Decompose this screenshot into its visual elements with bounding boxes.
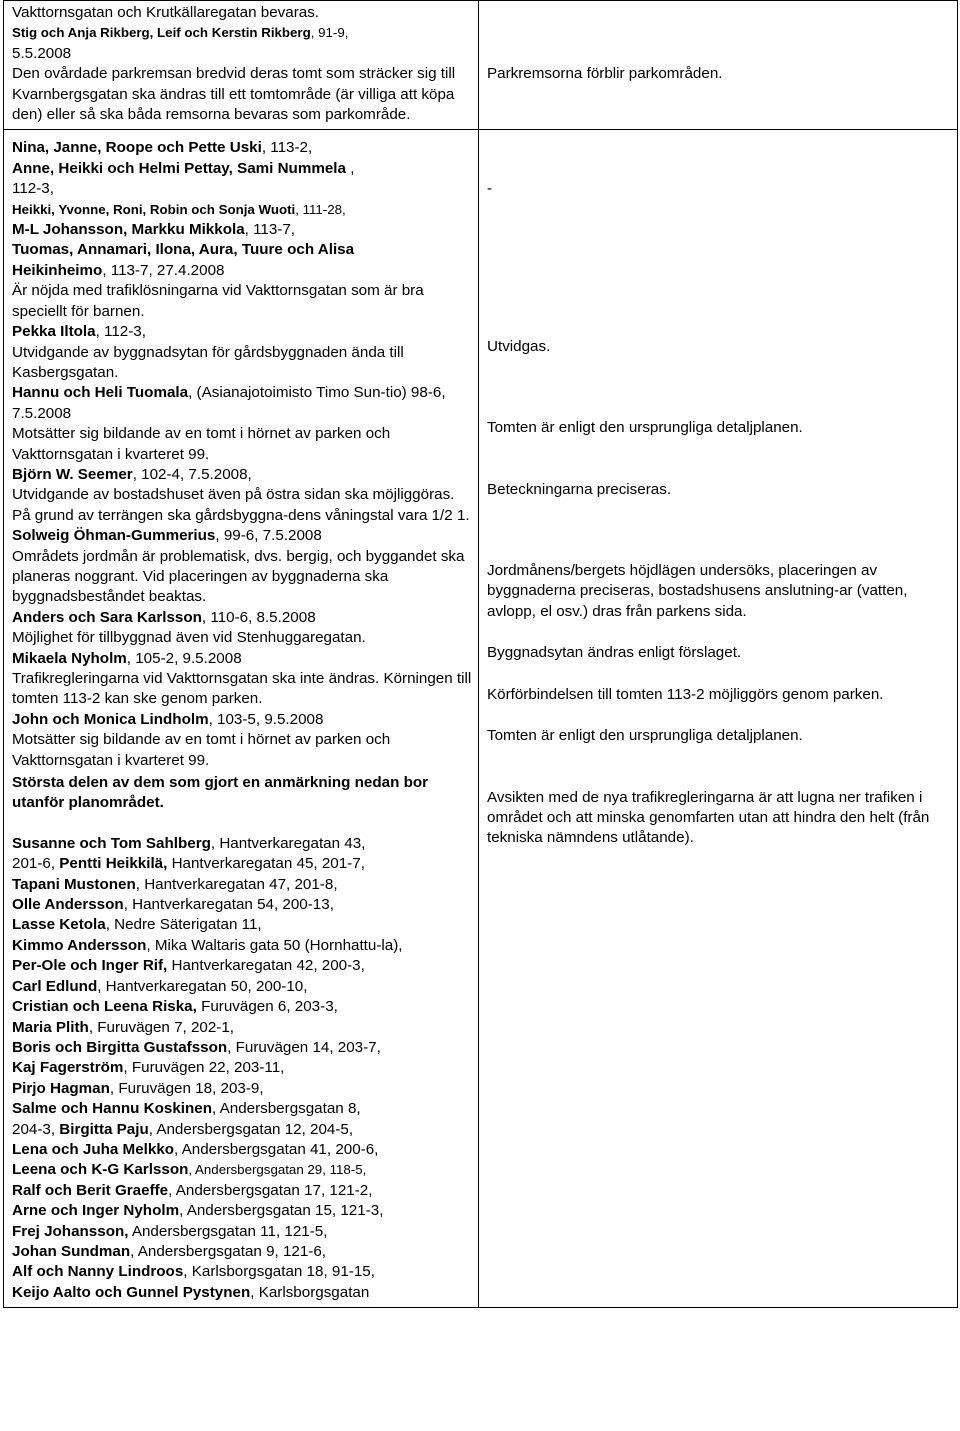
signer-line: Boris och Birgitta Gustafsson, Furuvägen 14, 203-7, xyxy=(12,1038,381,1056)
response-text: Tomten är enligt den ursprungliga detaljplanen. xyxy=(487,419,803,437)
response-text: Avsikten med de nya trafikregleringarna är att lugna ner trafiken i området och att minska genomfarten utan att hindra den helt (från tekniska nämndens utlåtande). xyxy=(487,788,930,847)
signer-line: Frej Johansson, Andersbergsgatan 11, 121-5, xyxy=(12,1222,328,1240)
signer-line: Olle Andersson, Hantverkaregatan 54, 200-13, xyxy=(12,896,334,914)
signer-line: Pekka Iltola, 112-3, xyxy=(12,323,146,341)
signer-line: Maria Plith, Furuvägen 7, 202-1, xyxy=(12,1018,235,1036)
signer-line: M-L Johansson, Markku Mikkola, 113-7, xyxy=(12,221,296,239)
signer-line: Leena och K-G Karlsson, Andersbergsgatan 29, 118-5, xyxy=(12,1161,367,1179)
signer-line: Kaj Fagerström, Furuvägen 22, 203-11, xyxy=(12,1059,285,1077)
response-text: Beteckningarna preciseras. xyxy=(487,480,672,498)
signer-line: Anders och Sara Karlsson, 110-6, 8.5.2008 xyxy=(12,608,316,626)
comments-table xyxy=(3,0,958,1308)
comment-cell xyxy=(4,130,479,1308)
response-cell xyxy=(479,130,958,1308)
signer-line: Heikki, Yvonne, Roni, Robin och Sonja Wuoti, 111-28, xyxy=(12,201,346,217)
response-text: Parkremsorna förblir parkområden. xyxy=(487,65,723,82)
comment-text: Utvidgande av byggnadsytan för gårdsbyggnaden ända till Kasbergsgatan. xyxy=(12,343,404,381)
comment-text: Den ovårdade parkremsan bredvid deras tomt som sträcker sig till Kvarnbergsgatan ska ändras till ett tomtområde (är villiga att köpa den) eller så ska båda remsorna bevaras som parkområde. xyxy=(12,65,456,124)
signer-line: Keijo Aalto och Gunnel Pystynen, Karlsborgsgatan xyxy=(12,1283,370,1301)
signer-line: Susanne och Tom Sahlberg, Hantverkaregatan 43, xyxy=(12,834,366,852)
table-row xyxy=(4,130,958,1308)
signer-line: Tuomas, Annamari, Ilona, Aura, Tuure och Alisa xyxy=(12,241,355,259)
signer-line: Salme och Hannu Koskinen, Andersbergsgatan 8, xyxy=(12,1100,361,1118)
comment-text: Är nöjda med trafiklösningarna vid Vakttornsgatan som är bra speciellt för barnen. xyxy=(12,282,424,320)
comment-text: Möjlighet för tillbyggnad även vid Stenhuggaregatan. xyxy=(12,629,366,647)
signer-line: Arne och Inger Nyholm, Andersbergsgatan 15, 121-3, xyxy=(12,1202,384,1220)
signer-line: Tapani Mustonen, Hantverkaregatan 47, 201-8, xyxy=(12,875,338,893)
section-note: Största delen av dem som gjort en anmärkning nedan bor utanför planområdet. xyxy=(12,774,429,812)
signer-line: Johan Sundman, Andersbergsgatan 9, 121-6, xyxy=(12,1242,327,1260)
table-row xyxy=(4,1,958,130)
signer-line: John och Monica Lindholm, 103-5, 9.5.2008 xyxy=(12,710,324,728)
signer-line: Kimmo Andersson, Mika Waltaris gata 50 (Hornhattu-la), xyxy=(12,936,403,954)
comment-date: 5.5.2008 xyxy=(12,44,72,62)
comment-text: Områdets jordmån är problematisk, dvs. bergig, och byggandet ska planeras noggrant. Vid placeringen av byggnaderna ska byggnadsbeståndet beaktas. xyxy=(12,547,465,606)
response-text: Körförbindelsen till tomten 113-2 möjliggörs genom parken. xyxy=(487,685,884,703)
response-text: Utvidgas. xyxy=(487,337,551,355)
comment-text: Motsätter sig bildande av en tomt i hörnet av parken och Vakttornsgatan i kvarteret 99. xyxy=(12,731,391,769)
response-text: Jordmånens/bergets höjdlägen undersöks, placeringen av byggnaderna preciseras, bostadshusens anslutning-ar (vatten, avlopp, el osv.) dras från parkens sida. xyxy=(487,562,908,620)
signer-line: Ralf och Berit Graeffe, Andersbergsgatan 17, 121-2, xyxy=(12,1181,373,1199)
signer-line: Cristian och Leena Riska, Furuvägen 6, 203-3, xyxy=(12,998,338,1016)
response-text: Byggnadsytan ändras enligt förslaget. xyxy=(487,644,742,662)
comment-cell xyxy=(4,1,479,130)
response-text: - xyxy=(487,180,493,198)
signer-line: 201-6, Pentti Heikkilä, Hantverkaregatan 45, 201-7, xyxy=(12,855,365,873)
signer-line: 204-3, Birgitta Paju, Andersbergsgatan 12, 204-5, xyxy=(12,1120,354,1138)
signer-line: Nina, Janne, Roope och Pette Uski, 113-2, xyxy=(12,139,313,157)
signer-line: Anne, Heikki och Helmi Pettay, Sami Nummela , xyxy=(12,159,355,177)
signer-line: Per-Ole och Inger Rif, Hantverkaregatan 42, 200-3, xyxy=(12,957,365,975)
comment-text: Motsätter sig bildande av en tomt i hörnet av parken och Vakttornsgatan i kvarteret 99. xyxy=(12,425,391,463)
comment-text: Utvidgande av bostadshuset även på östra sidan ska möjliggöras. På grund av terrängen ska gårdsbyggna-dens våningstal vara 1/2 1. xyxy=(12,486,470,524)
signer-line: Lasse Ketola, Nedre Säterigatan 11, xyxy=(12,916,262,934)
comment-text: Vakttornsgatan och Krutkällaregatan bevaras. xyxy=(12,4,320,21)
signer-line: Solweig Öhman-Gummerius, 99-6, 7.5.2008 xyxy=(12,527,322,545)
signer-line: Carl Edlund, Hantverkaregatan 50, 200-10, xyxy=(12,977,308,995)
signer-line: Heikinheimo, 113-7, 27.4.2008 xyxy=(12,261,225,279)
signer-line: 112-3, xyxy=(12,180,54,198)
response-cell xyxy=(479,1,958,130)
signer-line: Mikaela Nyholm, 105-2, 9.5.2008 xyxy=(12,649,242,667)
signer-line: Björn W. Seemer, 102-4, 7.5.2008, xyxy=(12,465,252,483)
signer-line: Lena och Juha Melkko, Andersbergsgatan 41, 200-6, xyxy=(12,1140,379,1158)
signer-line: Hannu och Heli Tuomala, (Asianajotoimisto Timo Sun-tio) 98-6, 7.5.2008 xyxy=(12,384,446,422)
signer-line: Pirjo Hagman, Furuvägen 18, 203-9, xyxy=(12,1079,264,1097)
comment-text: Trafikregleringarna vid Vakttornsgatan ska inte ändras. Körningen till tomten 113-2 kan ske genom parken. xyxy=(12,670,472,708)
signer-line: Alf och Nanny Lindroos, Karlsborgsgatan 18, 91-15, xyxy=(12,1263,375,1281)
response-text: Tomten är enligt den ursprungliga detaljplanen. xyxy=(487,727,803,745)
signer-line: Stig och Anja Rikberg, Leif och Kerstin Rikberg, 91-9, xyxy=(12,25,349,41)
